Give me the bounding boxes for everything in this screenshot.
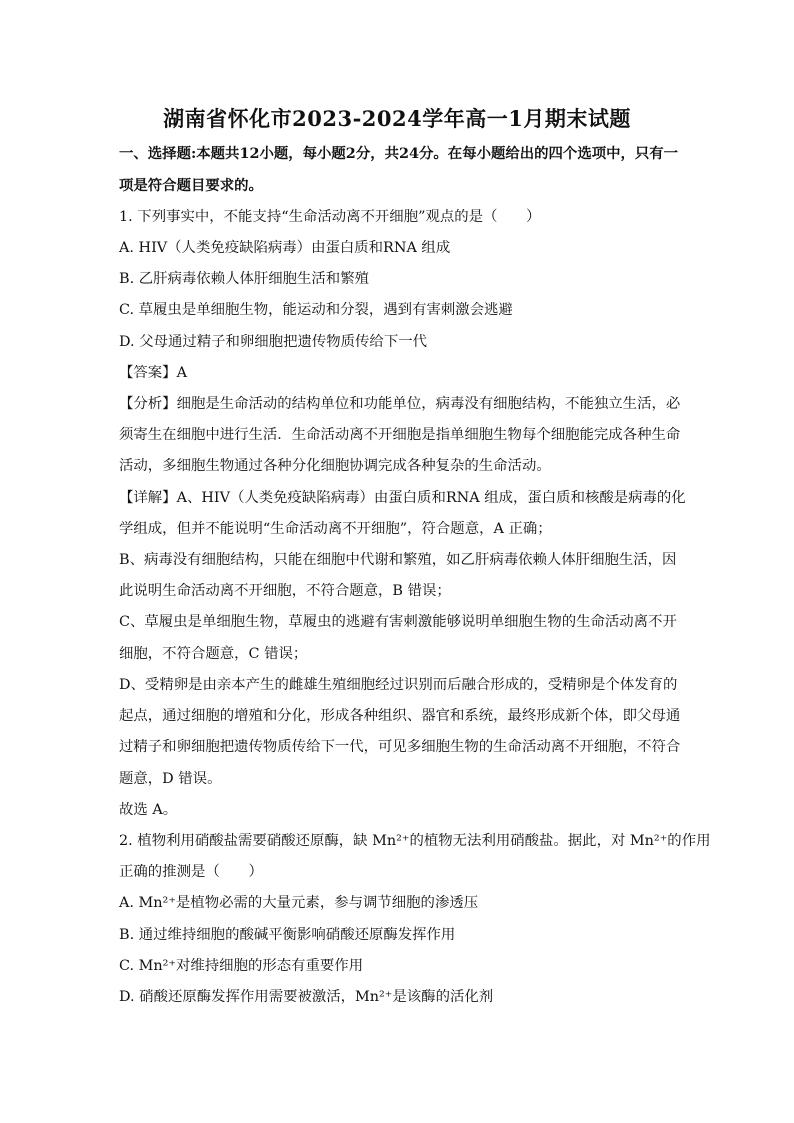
question-2-stem-line-2: 正确的推测是（ ）: [119, 864, 263, 880]
question-2-option-d: D. 硝酸还原酶发挥作用需要被激活，Mn²⁺是该酶的活化剂: [119, 989, 494, 1005]
question-1-detail-line: 起点，通过细胞的增殖和分化，形成各种组织、器官和系统，最终形成新个体，即父母通: [119, 708, 681, 724]
question-1-option-b: B. 乙肝病毒依赖人体肝细胞生活和繁殖: [119, 271, 369, 287]
question-1-answer: 【答案】A: [119, 365, 187, 381]
question-1-detail-line: 此说明生命活动离不开细胞，不符合题意，B 错误；: [119, 583, 451, 599]
section-heading-line-1: 一、选择题:本题共12小题，每小题2分，共24分。在每小题给出的四个选项中，只有一: [119, 145, 679, 162]
question-1-option-d: D. 父母通过精子和卵细胞把遗传物质传给下一代: [119, 334, 427, 350]
question-2-stem-line-1: 2. 植物利用硝酸盐需要硝酸还原酶，缺 Mn²⁺的植物无法利用硝酸盐。据此，对 Mn²⁺的作用: [119, 833, 711, 849]
question-1-stem: 1. 下列事实中，不能支持“生命活动离不开细胞”观点的是（ ）: [119, 209, 541, 225]
question-1-detail-line: 【详解】A、HIV（人类免疫缺陷病毒）由蛋白质和RNA 组成，蛋白质和核酸是病毒的化: [119, 490, 686, 506]
section-heading-line-2: 项是符合题目要求的。: [119, 177, 263, 194]
question-1-conclusion: 故选 A。: [119, 802, 178, 818]
question-1-analysis-line: 须寄生在细胞中进行生活．生命活动离不开细胞是指单细胞生物每个细胞能完成各种生命: [119, 427, 681, 443]
question-1-option-a: A. HIV（人类免疫缺陷病毒）由蛋白质和RNA 组成: [119, 240, 451, 256]
question-1-detail-line: B、病毒没有细胞结构，只能在细胞中代谢和繁殖，如乙肝病毒依赖人体肝细胞生活，因: [119, 552, 677, 568]
question-2-option-a: A. Mn²⁺是植物必需的大量元素，参与调节细胞的渗透压: [119, 895, 479, 911]
question-1-analysis-line: 活动，多细胞生物通过各种分化细胞协调完成各种复杂的生命活动。: [119, 458, 551, 474]
question-1-analysis-line: 【分析】细胞是生命活动的结构单位和功能单位，病毒没有细胞结构，不能独立生活，必: [119, 396, 681, 412]
question-1-option-c: C. 草履虫是单细胞生物，能运动和分裂，遇到有害刺激会逃避: [119, 302, 513, 318]
question-1-detail-line: C、草履虫是单细胞生物，草履虫的逃避有害刺激能够说明单细胞生物的生命活动离不开: [119, 614, 677, 630]
question-2-option-c: C. Mn²⁺对维持细胞的形态有重要作用: [119, 958, 364, 974]
question-1-detail-line: 题意，D 错误。: [119, 771, 222, 787]
question-1-detail-line: 过精子和卵细胞把遗传物质传给下一代，可见多细胞生物的生命活动离不开细胞，不符合: [119, 739, 681, 755]
question-1-detail-line: D、受精卵是由亲本产生的雌雄生殖细胞经过识别而后融合形成的，受精卵是个体发育的: [119, 677, 678, 693]
question-1-detail-line: 学组成，但并不能说明“生命活动离不开细胞”，符合题意，A 正确；: [119, 521, 552, 537]
question-1-detail-line: 细胞，不符合题意，C 错误；: [119, 646, 308, 662]
question-2-option-b: B. 通过维持细胞的酸碱平衡影响硝酸还原酶发挥作用: [119, 927, 456, 943]
page-title: 湖南省怀化市2023-2024学年高一1月期末试题: [163, 106, 631, 131]
